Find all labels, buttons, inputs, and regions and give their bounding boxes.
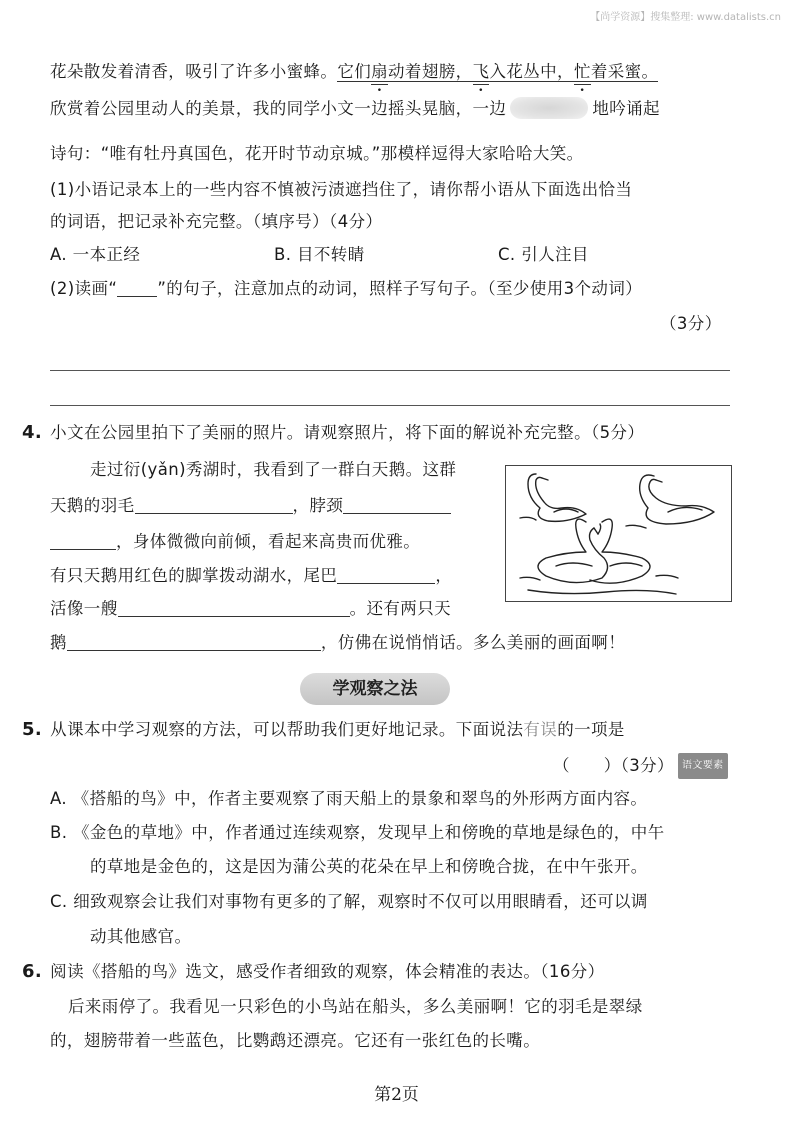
question-number: 5. xyxy=(22,719,43,740)
q4-line-4 xyxy=(50,564,452,588)
underlined-sentence xyxy=(337,62,658,82)
answer-paren-text: （ ）（3分） xyxy=(553,756,674,775)
fill-blank[interactable] xyxy=(118,598,350,617)
q3-option-c: C. 引人注目 xyxy=(498,245,589,264)
q4-line-3 xyxy=(50,530,420,554)
q4-line-6 xyxy=(50,631,625,655)
q4-text: ，身体微微向前倾，看起来高贵而优雅。 xyxy=(116,532,421,551)
passage-text: 地吟诵起 xyxy=(592,99,660,118)
q3-option-b: B. 目不转睛 xyxy=(274,245,365,264)
passage-line-3: 诗句：“唯有牡丹真国色，花开时节动京城。”那模样逗得大家哈哈大笑。 xyxy=(50,144,584,163)
fill-blank[interactable] xyxy=(135,495,293,514)
section-title: 学观察之法 xyxy=(300,673,450,705)
sentence-part: 动着翅膀， xyxy=(388,62,473,81)
q6-passage-line1: 后来雨停了。我看见一只彩色的小鸟站在船头，多么美丽啊！它的羽毛是翠绿 xyxy=(68,997,643,1016)
dotted-verb: 扇 xyxy=(371,60,388,85)
q4-text: ， xyxy=(435,566,453,585)
question-text: 阅读《搭船的鸟》选文，感受作者细致的观察，体会精准的表达。（16分） xyxy=(50,962,605,981)
q3-part2-score: （3分） xyxy=(660,314,722,333)
q3-part1-line2: 的词语，把记录补充完整。（填序号）（4分） xyxy=(50,212,383,231)
watermark: 【尚学资源】搜集整理: www.datalists.cn xyxy=(590,12,781,23)
fill-blank[interactable] xyxy=(337,565,435,584)
dotted-verb: 飞 xyxy=(473,60,490,85)
q4-text: ，脖颈 xyxy=(292,496,344,515)
q5-option-b-line1: B. 《金色的草地》中，作者通过连续观察，发现早上和傍晚的草地是绿色的，中午 xyxy=(50,823,665,842)
sentence-part: 入花丛中， xyxy=(489,62,574,81)
q5-option-c-line2: 动其他感官。 xyxy=(90,927,192,946)
dotted-verb: 忙 xyxy=(574,60,591,85)
passage-line-1 xyxy=(50,60,658,85)
q4-line-2 xyxy=(50,494,451,518)
q6-passage-line2: 的，翅膀带着一些蓝色，比鹦鹉还漂亮。它还有一张红色的长嘴。 xyxy=(50,1031,541,1050)
q4-text: 活像一艘 xyxy=(50,599,118,618)
q3-part2-text: (2)读画“ xyxy=(50,279,118,298)
q5-option-a: A. 《搭船的鸟》中，作者主要观察了雨天船上的景象和翠鸟的外形两方面内容。 xyxy=(50,789,648,808)
question-number: 6. xyxy=(22,961,43,982)
q4-line-5 xyxy=(50,597,451,621)
sentence-part: 它们 xyxy=(337,62,372,81)
answer-line[interactable] xyxy=(50,370,730,371)
fill-blank[interactable] xyxy=(50,531,116,550)
q3-part2-text: ”的句子，注意加点的动词，照样子写句子。（至少使用3个动词） xyxy=(157,279,643,298)
emphasis-text: 有误 xyxy=(523,720,558,739)
q5-stem xyxy=(22,718,625,742)
answer-line[interactable] xyxy=(50,405,730,406)
q3-option-a: A. 一本正经 xyxy=(50,245,141,264)
swans-illustration-icon xyxy=(505,465,732,602)
q3-part1-line1: (1)小语记录本上的一些内容不慎被污渍遮挡住了，请你帮小语从下面选出恰当 xyxy=(50,180,633,199)
sentence-part: 着采蜜。 xyxy=(590,62,659,81)
q4-line-1: 走过衍(yǎn)秀湖时，我看到了一群白天鹅。这群 xyxy=(90,460,457,479)
fill-blank[interactable] xyxy=(67,632,321,651)
passage-text: 花朵散发着清香，吸引了许多小蜜蜂。 xyxy=(50,62,338,81)
q4-text: ，仿佛在说悄悄话。多么美丽的画面啊！ xyxy=(320,633,626,652)
q4-text: 鹅 xyxy=(50,633,67,652)
underline-sample xyxy=(117,278,157,297)
passage-text: 欣赏着公园里动人的美景，我的同学小文一边摇头晃脑，一边 xyxy=(50,99,507,118)
passage-line-2 xyxy=(50,97,660,121)
skill-tag: 语文要素 xyxy=(678,753,728,779)
q5-option-b-line2: 的草地是金色的，这是因为蒲公英的花朵在早上和傍晚合拢，在中午张开。 xyxy=(90,857,648,876)
q4-text: 有只天鹅用红色的脚掌拨动湖水，尾巴 xyxy=(50,566,338,585)
q4-text: 。还有两只天 xyxy=(349,599,452,618)
q4-stem xyxy=(22,421,644,445)
q6-stem xyxy=(22,960,605,984)
q4-text: 天鹅的羽毛 xyxy=(50,496,135,515)
question-text: 小文在公园里拍下了美丽的照片。请观察照片，将下面的解说补充完整。（5分） xyxy=(50,423,645,442)
question-text: 的一项是 xyxy=(557,720,625,739)
q5-answer-paren[interactable] xyxy=(553,753,728,779)
question-text: 从课本中学习观察的方法，可以帮助我们更好地记录。下面说法 xyxy=(50,720,524,739)
q5-option-c-line1: C. 细致观察会让我们对事物有更多的了解，观察时不仅可以用眼睛看，还可以调 xyxy=(50,892,648,911)
page-number: 第2页 xyxy=(374,1085,419,1105)
fill-blank[interactable] xyxy=(343,495,451,514)
q3-part2 xyxy=(50,277,642,301)
question-number: 4. xyxy=(22,422,43,443)
stain-blot xyxy=(510,97,588,119)
